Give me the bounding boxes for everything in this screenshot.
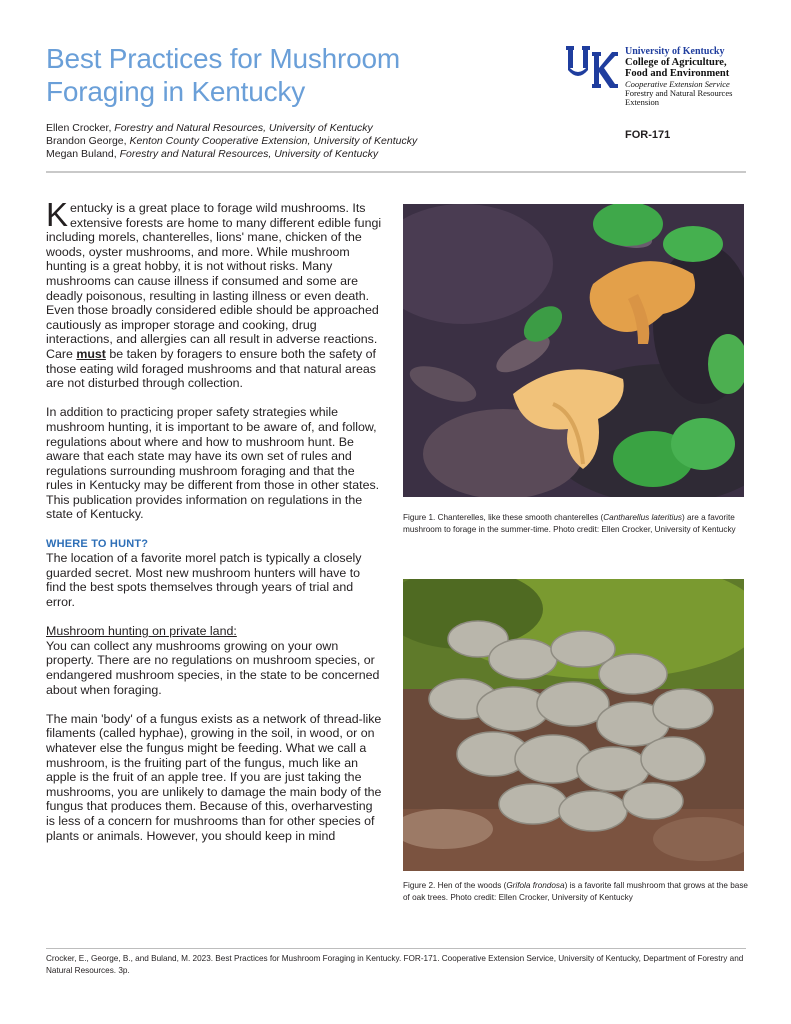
figure-2-caption [403, 880, 748, 904]
fungus-body-paragraph: The main 'body' of a fungus exists as a network of thread-like filaments (called hyphae), growing in the soil, in wood, or on whatever else the fungus might be feeding. What we call a mushroom, is the fruiting part of the fungus, much like an apple is the fruit of an apple tree. If you are just taking the mushrooms, you are unlikely to damage the main body of the fungus that produces them. Because of this, overharvesting is less of a concern for mushrooms than for other species of plants or animals. However, you should keep in mind [46, 711, 382, 843]
publication-code: FOR-171 [625, 129, 671, 141]
emphasis-must: must [76, 346, 106, 361]
author-affiliation: Kenton County Cooperative Extension, University of Kentucky [129, 135, 418, 147]
title-line-2: Foraging in Kentucky [46, 76, 306, 107]
title-line-1: Best Practices for Mushroom [46, 43, 401, 74]
regulations-paragraph: In addition to practicing proper safety strategies while mushroom hunting, it is important to be aware of, and follow, regulations about where and how to mushroom hunt. Be aware that each state may have its own set of rules and regulations surrounding mushroom foraging and that the rules in Kentucky may be different from those in other states. This publication provides information on regulations in the state of Kentucky. [46, 405, 380, 522]
intro-paragraph [46, 196, 382, 391]
caption-text: Figure 2. Hen of the woods ( [403, 881, 507, 890]
college-line-2: Food and Environment [625, 68, 730, 79]
caption-species: Grifola frondosa [506, 881, 565, 890]
caption-species: Cantharellus lateritius [603, 513, 682, 522]
author-line [46, 148, 566, 161]
section-heading-where: WHERE TO HUNT? [46, 537, 149, 550]
author-affiliation: Forestry and Natural Resources, University of Kentucky [119, 148, 379, 160]
drop-cap: K [46, 196, 69, 233]
caption-text: Figure 1. Chanterelles, like these smooth chanterelles ( [403, 513, 604, 522]
intro-text-end: be taken by foragers to ensure both the safety of those eating wild foraged mushrooms and that natural areas are not disturbed through collection. [46, 346, 376, 391]
author-line [46, 135, 566, 148]
hen-of-the-woods-image [403, 579, 744, 871]
caption-text: ) are a favorite mushroom to forage in the summer-time. Photo credit: Ellen Crocker, University of Kentucky [403, 513, 736, 534]
where-paragraph: The location of a favorite morel patch is typically a closely guarded secret. Most new mushroom hunters will have to find the best spots themselves through years of trial and error. [46, 551, 362, 610]
figure-1-caption [403, 512, 748, 536]
page-title [46, 42, 506, 108]
author-affiliation: Forestry and Natural Resources, University of Kentucky [114, 122, 373, 134]
caption-text: ) is a favorite fall mushroom that grows at the base of oak trees. Photo credit: Ellen Crocker, University of Kentucky [403, 881, 748, 902]
figure-1-photo [403, 204, 744, 497]
figure-2-photo [403, 579, 744, 871]
department-line-1: Forestry and Natural Resources [625, 88, 733, 98]
header-divider [46, 171, 746, 173]
intro-text: entucky is a great place to forage wild mushrooms. Its extensive forests are home to many different edible fungi including morels, chanterelles, lions' mane, chicken of the woods, oyster mushrooms, and more. While mushroom hunting is a great hobby, it is not without risks. Many mushrooms can cause illness if consumed and some are deadly poisonous, resulting in lasting illness or even death. Even those broadly considered edible should be approached cautiously as improper storage and cooking, drug interactions, and allergies can all result in adverse reactions. Care [46, 201, 382, 361]
uk-logo [566, 46, 618, 88]
service-name: Cooperative Extension Service [625, 79, 730, 89]
subheading-private-land: Mushroom hunting on private land: [46, 624, 237, 639]
footer-divider [46, 948, 746, 949]
chanterelle-image [403, 204, 744, 497]
author-list [46, 122, 566, 161]
college-line-1: College of Agriculture, [625, 57, 727, 68]
university-name: University of Kentucky [625, 46, 725, 57]
author-name: Brandon George, [46, 135, 130, 147]
author-line [46, 122, 566, 135]
body-column [46, 196, 382, 843]
university-block [625, 46, 765, 107]
author-name: Megan Buland, [46, 148, 120, 160]
private-land-paragraph: You can collect any mushrooms growing on your own property. There are no regulations on mushroom species, or endangered mushroom species, in the state to be concerned about when foraging. [46, 638, 380, 697]
author-name: Ellen Crocker, [46, 122, 115, 134]
department-line-2: Extension [625, 97, 659, 107]
citation-footer: Crocker, E., George, B., and Buland, M. 2023. Best Practices for Mushroom Foraging in Kentucky. FOR-171. Cooperative Extension Service, University of Kentucky, Department of Forestry and Natural Resources. 3p. [46, 954, 744, 975]
